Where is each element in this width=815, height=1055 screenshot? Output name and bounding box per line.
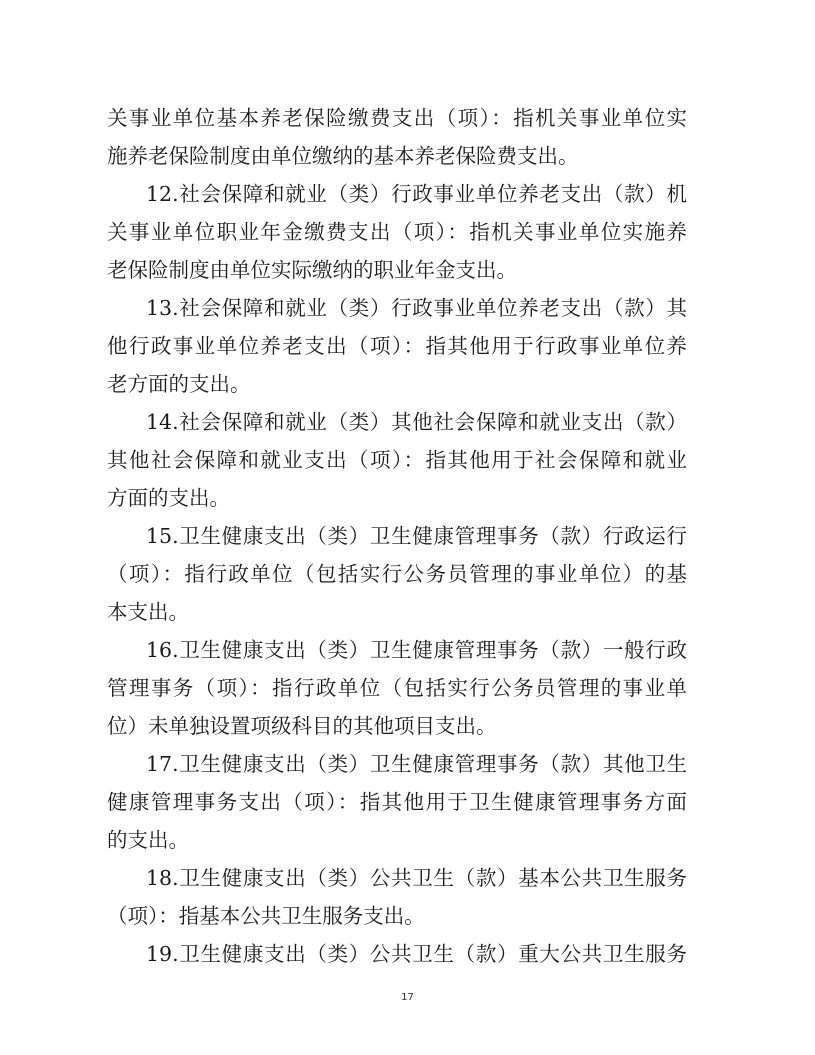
text-line: 本支出。 <box>107 600 189 624</box>
text-line: 位）未单独设置项级科目的其他项目支出。 <box>107 714 497 738</box>
paragraph-start-18: 18.卫生健康支出（类）公共卫生（款）基本公共卫生服务 <box>146 866 687 890</box>
text-line: 他行政事业单位养老支出（项）：指其他用于行政事业单位养 <box>107 334 687 358</box>
text-line: 其他社会保障和就业支出（项）：指其他用于社会保障和就业 <box>107 448 687 472</box>
text-line: 健康管理事务支出（项）：指其他用于卫生健康管理事务方面 <box>107 790 687 814</box>
text-line: 关事业单位基本养老保险缴费支出（项）：指机关事业单位实 <box>107 106 687 130</box>
paragraph-start-17: 17.卫生健康支出（类）卫生健康管理事务（款）其他卫生 <box>146 752 687 776</box>
text-line: 施养老保险制度由单位缴纳的基本养老保险费支出。 <box>107 144 579 168</box>
text-line: （项）：指基本公共卫生服务支出。 <box>107 904 425 928</box>
paragraph-start-16: 16.卫生健康支出（类）卫生健康管理事务（款）一般行政 <box>146 638 687 662</box>
paragraph-start-12: 12.社会保障和就业（类）行政事业单位养老支出（款）机 <box>146 182 687 206</box>
paragraph-start-14: 14.社会保障和就业（类）其他社会保障和就业支出（款） <box>146 410 687 434</box>
paragraph-start-13: 13.社会保障和就业（类）行政事业单位养老支出（款）其 <box>146 296 687 320</box>
text-line: 方面的支出。 <box>107 486 230 510</box>
paragraph-start-19: 19.卫生健康支出（类）公共卫生（款）重大公共卫生服务 <box>146 942 687 966</box>
paragraph-start-15: 15.卫生健康支出（类）卫生健康管理事务（款）行政运行 <box>146 524 687 548</box>
text-line: （项）：指行政单位（包括实行公务员管理的事业单位）的基 <box>107 562 687 586</box>
text-line: 老保险制度由单位实际缴纳的职业年金支出。 <box>107 258 517 282</box>
page-number: 17 <box>401 992 414 1003</box>
text-line: 的支出。 <box>107 828 189 852</box>
text-line: 管理事务（项）：指行政单位（包括实行公务员管理的事业单 <box>107 676 687 700</box>
text-line: 老方面的支出。 <box>107 372 251 396</box>
text-line: 关事业单位职业年金缴费支出（项）：指机关事业单位实施养 <box>107 220 687 244</box>
